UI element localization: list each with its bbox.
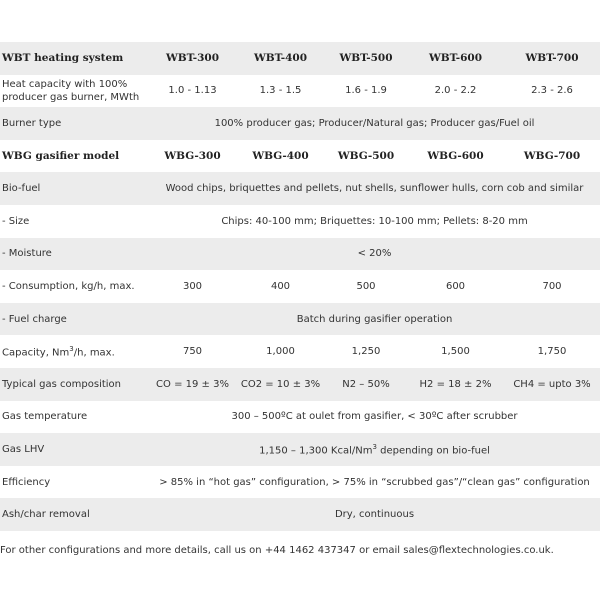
moisture-value: < 20% bbox=[149, 238, 600, 271]
bio-fuel-value: Wood chips, briquettes and pellets, nut shells, sunflower hulls, corn cob and similar bbox=[149, 172, 600, 205]
capacity-value: 750 bbox=[182, 346, 203, 358]
moisture-row bbox=[0, 238, 600, 271]
wbg-model: WBG-600 bbox=[427, 149, 484, 162]
capacity-value: 1,750 bbox=[537, 346, 567, 358]
gas-composition-value: CH4 = upto 3% bbox=[504, 368, 600, 401]
consumption-value: 600 bbox=[445, 280, 466, 292]
wbt-model: WBT-600 bbox=[407, 42, 504, 75]
gas-lhv-row bbox=[0, 433, 600, 466]
contact-footer: For other configurations and more details, call us on +44 1462 437347 or email sales@flextechnologies.co.uk. bbox=[0, 545, 554, 556]
wbg-model: WBG-300 bbox=[164, 149, 221, 162]
consumption-value: 400 bbox=[270, 280, 291, 292]
wbt-header-row bbox=[0, 42, 600, 75]
wbt-header-label: WBT heating system bbox=[0, 42, 149, 75]
ash-removal-row bbox=[0, 498, 600, 531]
capacity-value: 1,250 bbox=[351, 346, 381, 358]
ash-removal-label: Ash/char removal bbox=[0, 498, 149, 531]
size-value: Chips: 40-100 mm; Briquettes: 10-100 mm; Pellets: 8-20 mm bbox=[221, 215, 528, 227]
size-row bbox=[0, 205, 600, 238]
wbt-model: WBT-500 bbox=[325, 42, 407, 75]
efficiency-row bbox=[0, 466, 600, 499]
burner-type-value: 100% producer gas; Producer/Natural gas; Producer gas/Fuel oil bbox=[149, 107, 600, 140]
fuel-charge-value: Batch during gasifier operation bbox=[149, 303, 600, 336]
gas-lhv-value-sup: 3 bbox=[372, 443, 377, 452]
heat-capacity-value: 1.0 - 1.13 bbox=[168, 85, 217, 97]
specification-table bbox=[0, 42, 600, 531]
gas-composition-value: N2 – 50% bbox=[325, 368, 407, 401]
wbg-header-label: WBG gasifier model bbox=[2, 149, 120, 162]
capacity-value: 1,500 bbox=[441, 346, 470, 358]
consumption-label: - Consumption, kg/h, max. bbox=[2, 280, 135, 292]
efficiency-value: > 85% in “hot gas” configuration, > 75% in “scrubbed gas”/“clean gas” configuration bbox=[159, 476, 590, 488]
heat-capacity-value: 1.6 - 1.9 bbox=[345, 85, 387, 97]
wbg-model: WBG-400 bbox=[252, 149, 309, 162]
gas-composition-value: H2 = 18 ± 2% bbox=[407, 368, 504, 401]
gas-lhv-value bbox=[149, 433, 600, 466]
burner-type-row bbox=[0, 107, 600, 140]
wbt-model: WBT-700 bbox=[504, 42, 600, 75]
gas-lhv-label: Gas LHV bbox=[0, 433, 149, 466]
efficiency-label: Efficiency bbox=[2, 476, 51, 488]
capacity-label-main: Capacity, Nm bbox=[2, 347, 70, 359]
wbg-header-row bbox=[0, 140, 600, 173]
wbt-model: WBT-400 bbox=[236, 42, 325, 75]
gas-temperature-row bbox=[0, 401, 600, 434]
gas-composition-value: CO2 = 10 ± 3% bbox=[236, 368, 325, 401]
moisture-label: - Moisture bbox=[0, 238, 149, 271]
heat-capacity-label: Heat capacity with 100% producer gas burner, MWth bbox=[2, 78, 140, 103]
size-label: - Size bbox=[2, 215, 30, 227]
wbg-model: WBG-500 bbox=[337, 149, 395, 162]
heat-capacity-value: 1.3 - 1.5 bbox=[259, 85, 302, 97]
ash-removal-value: Dry, continuous bbox=[149, 498, 600, 531]
heat-capacity-value: 2.0 - 2.2 bbox=[434, 85, 477, 97]
gas-composition-label: Typical gas composition bbox=[0, 368, 149, 401]
gas-lhv-value-main: 1,150 – 1,300 Kcal/Nm bbox=[259, 445, 373, 457]
capacity-label-sup: 3 bbox=[69, 345, 74, 354]
gas-composition-row bbox=[0, 368, 600, 401]
gas-temperature-label: Gas temperature bbox=[2, 411, 88, 423]
bio-fuel-label: Bio-fuel bbox=[0, 172, 149, 205]
capacity-label-tail: /h, max. bbox=[73, 347, 115, 359]
burner-type-label: Burner type bbox=[0, 107, 149, 140]
gas-composition-value: CO = 19 ± 3% bbox=[149, 368, 236, 401]
fuel-charge-label: - Fuel charge bbox=[0, 303, 149, 336]
consumption-row bbox=[0, 270, 600, 303]
gas-lhv-value-tail: depending on bio-fuel bbox=[376, 445, 490, 457]
wbt-model: WBT-300 bbox=[149, 42, 236, 75]
gas-temperature-value: 300 – 500ºC at oulet from gasifier, < 30ºC after scrubber bbox=[231, 411, 518, 423]
capacity-label bbox=[0, 335, 149, 368]
capacity-value: 1,000 bbox=[266, 346, 295, 358]
bio-fuel-row bbox=[0, 172, 600, 205]
consumption-value: 500 bbox=[356, 280, 376, 292]
capacity-row bbox=[0, 335, 600, 368]
wbg-model: WBG-700 bbox=[523, 149, 581, 162]
consumption-value: 300 bbox=[182, 280, 203, 292]
heat-capacity-row bbox=[0, 75, 600, 108]
consumption-value: 700 bbox=[542, 280, 562, 292]
heat-capacity-value: 2.3 - 2.6 bbox=[531, 85, 573, 97]
fuel-charge-row bbox=[0, 303, 600, 336]
